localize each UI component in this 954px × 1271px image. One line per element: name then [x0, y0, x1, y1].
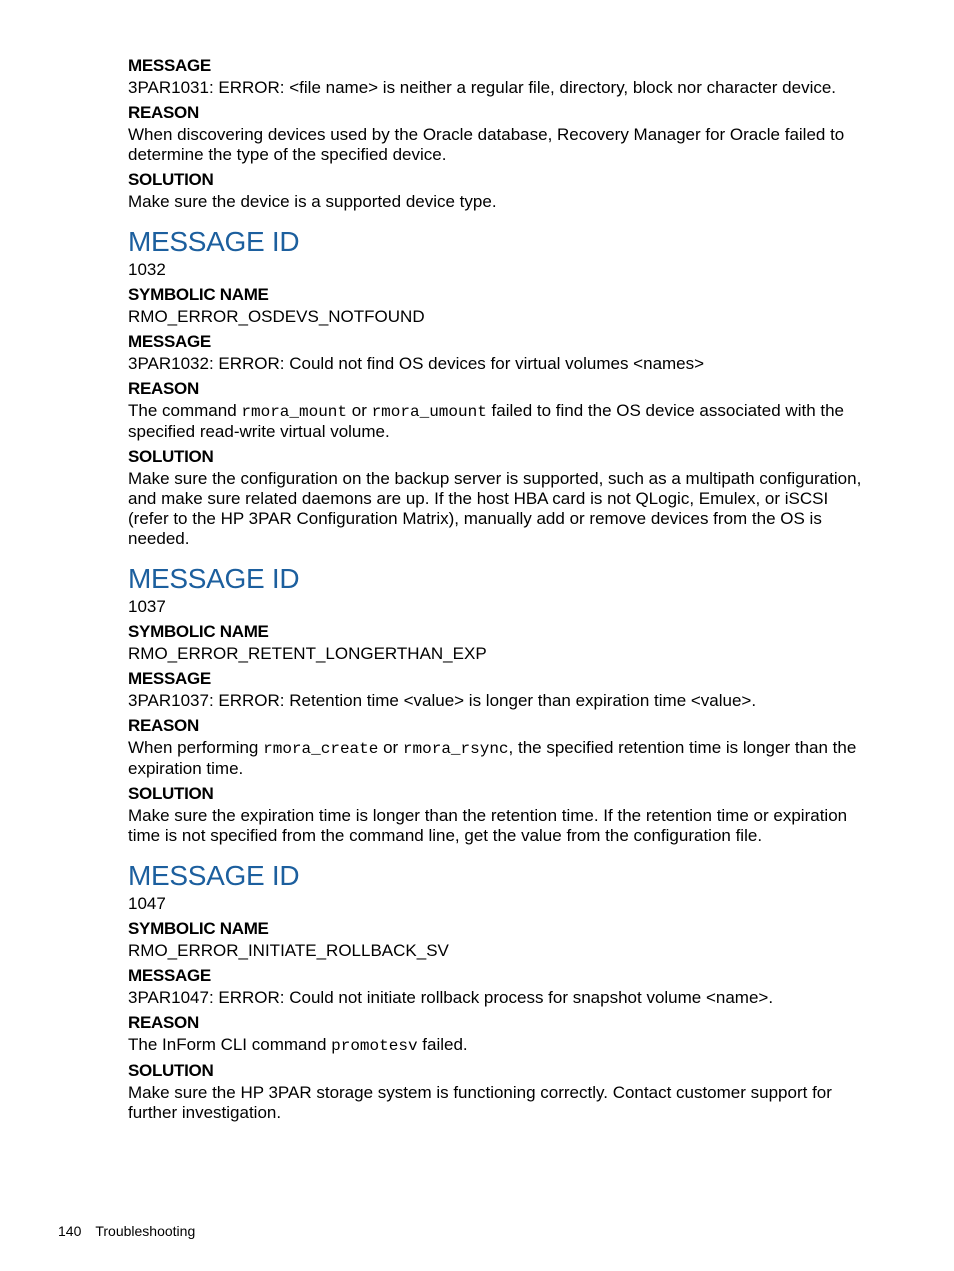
- reason-label: REASON: [128, 1013, 199, 1032]
- command-rmora-mount: rmora_mount: [241, 403, 348, 421]
- reason-text: [128, 401, 870, 442]
- message-id-heading: MESSAGE ID: [128, 563, 300, 594]
- solution-label: SOLUTION: [128, 170, 214, 189]
- reason-conjunction: or: [347, 401, 372, 420]
- solution-text: Make sure the expiration time is longer than the retention time. If the retention time or expiration time is not specified from the command line, get the value from the configuration file.: [128, 806, 848, 845]
- page-number: 140: [58, 1223, 82, 1239]
- entry-1037: [128, 563, 870, 846]
- message-id-value: 1047: [128, 894, 166, 913]
- reason-label: REASON: [128, 716, 199, 735]
- command-rmora-rsync: rmora_rsync: [402, 740, 509, 758]
- symbolic-name-label: SYMBOLIC NAME: [128, 285, 269, 304]
- symbolic-name-label: SYMBOLIC NAME: [128, 919, 269, 938]
- message-label: MESSAGE: [128, 332, 211, 351]
- entry-1032: [128, 226, 870, 549]
- message-id-value: 1032: [128, 260, 166, 279]
- reason-suffix: failed.: [417, 1035, 468, 1054]
- message-text: 3PAR1047: ERROR: Could not initiate rollback process for snapshot volume <name>.: [128, 988, 774, 1007]
- solution-label: SOLUTION: [128, 784, 214, 803]
- entry-1031: [128, 56, 870, 212]
- message-id-value: 1037: [128, 597, 166, 616]
- command-rmora-create: rmora_create: [263, 740, 379, 758]
- page-content: [128, 56, 870, 1128]
- reason-label: REASON: [128, 379, 199, 398]
- command-promotesv: promotesv: [331, 1037, 418, 1055]
- message-label: MESSAGE: [128, 966, 211, 985]
- message-label: MESSAGE: [128, 669, 211, 688]
- message-label: MESSAGE: [128, 56, 211, 75]
- page-footer: [58, 1222, 195, 1240]
- symbolic-name-value: RMO_ERROR_OSDEVS_NOTFOUND: [128, 307, 425, 326]
- section-title: Troubleshooting: [95, 1223, 196, 1239]
- solution-text: Make sure the HP 3PAR storage system is functioning correctly. Contact customer support for further investigation.: [128, 1083, 832, 1122]
- message-text: 3PAR1031: ERROR: <file name> is neither a regular file, directory, block nor character device.: [128, 78, 837, 97]
- message-id-heading: MESSAGE ID: [128, 226, 300, 257]
- reason-prefix: The command: [128, 401, 242, 420]
- symbolic-name-value: RMO_ERROR_RETENT_LONGERTHAN_EXP: [128, 644, 487, 663]
- message-id-heading: MESSAGE ID: [128, 860, 300, 891]
- reason-suffix: failed to find the OS device associated with the specified read-write virtual volume.: [128, 401, 845, 441]
- symbolic-name-value: RMO_ERROR_INITIATE_ROLLBACK_SV: [128, 941, 449, 960]
- message-text: 3PAR1032: ERROR: Could not find OS devices for virtual volumes <names>: [128, 354, 705, 373]
- reason-conjunction: or: [378, 738, 403, 757]
- reason-text: When discovering devices used by the Oracle database, Recovery Manager for Oracle failed to determine the type of the specified device.: [128, 125, 845, 164]
- solution-text: Make sure the configuration on the backup server is supported, such as a multipath configuration, and make sure related daemons are up. If the host HBA card is not QLogic, Emulex, or iSCSI (refer to the HP 3PAR Configuration Matrix), manually add or remove devices from the OS is needed.: [128, 469, 862, 548]
- solution-text: Make sure the device is a supported device type.: [128, 192, 497, 211]
- reason-text: [128, 738, 870, 779]
- reason-prefix: The InForm CLI command: [128, 1035, 332, 1054]
- message-text: 3PAR1037: ERROR: Retention time <value> is longer than expiration time <value>.: [128, 691, 757, 710]
- reason-label: REASON: [128, 103, 199, 122]
- solution-label: SOLUTION: [128, 447, 214, 466]
- solution-label: SOLUTION: [128, 1061, 214, 1080]
- reason-suffix: , the specified retention time is longer than the expiration time.: [128, 738, 857, 778]
- reason-prefix: When performing: [128, 738, 264, 757]
- symbolic-name-label: SYMBOLIC NAME: [128, 622, 269, 641]
- reason-text: [128, 1035, 870, 1056]
- entry-1047: [128, 860, 870, 1123]
- command-rmora-umount: rmora_umount: [371, 403, 487, 421]
